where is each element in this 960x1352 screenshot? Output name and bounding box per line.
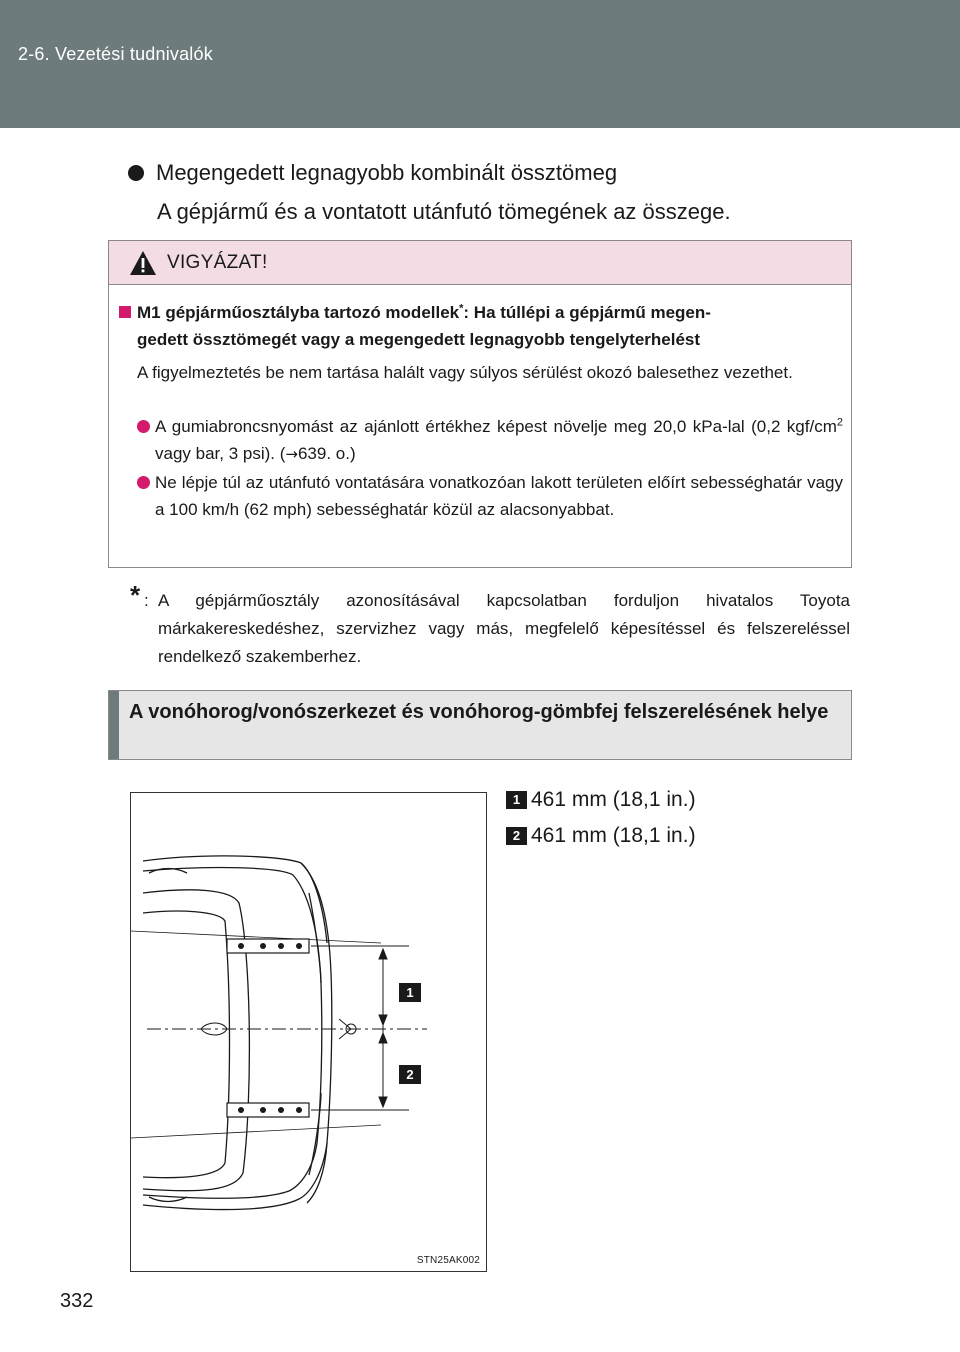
- footnote-colon: :: [144, 591, 149, 610]
- warning-heading-part2: : Ha túllépi a gépjármű megen-: [463, 303, 711, 322]
- measurement-text-2: 461 mm (18,1 in.): [531, 824, 696, 847]
- warning-box: [108, 240, 852, 568]
- warning-label: VIGYÁZAT!: [167, 251, 268, 273]
- square-bullet-icon: [119, 306, 131, 318]
- section-header-title: 2-6. Vezetési tudnivalók: [18, 44, 213, 64]
- figure-frame: [130, 792, 487, 1272]
- bullet2-text: Ne lépje túl az utánfutó vontatására vonatkozóan lakott területen előírt sebességhatár vagy a 100 km/h (62 mph) sebességhatár közül az alacsonyabbat.: [155, 473, 843, 519]
- header-band: [0, 0, 960, 128]
- bullet-item: [128, 160, 617, 186]
- bullet1-page-reference: 639. o.): [297, 444, 356, 463]
- page-reference-arrow-icon: →: [285, 445, 298, 463]
- warning-heading-part1: M1 gépjárműosztályba tartozó modellek: [137, 303, 460, 322]
- footnote: [130, 580, 850, 671]
- bullet-dot-icon: [128, 165, 144, 181]
- section-heading-box: [108, 690, 852, 760]
- figure-badge-1: 1: [399, 983, 421, 1002]
- figure-badge-2: 2: [399, 1065, 421, 1084]
- section-title: A vonóhorog/vonószerkezet és vonóhorog-gömbfej felszerelésének helye: [129, 701, 829, 723]
- bullet1-text-part1: A gumiabroncsnyomást az ajánlott értékhez képest növelje meg 20,0 kPa-lal (0,2 kgf/cm: [155, 417, 837, 436]
- warning-paragraph: A figyelmeztetés be nem tartása halált vagy súlyos sérülést okozó balesethez vezethet.: [137, 363, 793, 382]
- measurement-item-1: [506, 788, 696, 812]
- bullet-dot-icon: [137, 420, 150, 433]
- bullet-dot-icon: [137, 476, 150, 489]
- figure-code: STN25AK002: [416, 1255, 480, 1266]
- measurement-item-2: [506, 824, 696, 848]
- superscript-two: 2: [836, 416, 843, 429]
- bullet-description: A gépjármű és a vontatott utánfutó tömegének az összege.: [157, 199, 731, 224]
- warning-heading-line2: gedett össztömegét vagy a megengedett legnagyobb tengelyterhelést: [137, 330, 701, 349]
- footnote-text: A gépjárműosztály azonosításával kapcsolatban forduljon hivatalos Toyota márkakereskedéshez, szervizhez vagy más, megfelelő képesítéssel és felszereléssel rendelkező szakemberhez.: [158, 591, 850, 666]
- bullet-title: Megengedett legnagyobb kombinált össztömeg: [156, 160, 618, 185]
- bullet1-text-part2: vagy bar, 3 psi). (: [155, 444, 286, 463]
- warning-bullet-1: [137, 413, 843, 468]
- warning-bullet-2: [137, 469, 843, 523]
- measurement-badge-1: 1: [506, 791, 527, 809]
- measurement-badge-2: 2: [506, 827, 527, 845]
- footnote-marker: *: [459, 302, 464, 315]
- page-number: 332: [60, 1290, 94, 1312]
- measurement-text-1: 461 mm (18,1 in.): [531, 788, 696, 811]
- warning-header: [109, 241, 851, 285]
- warning-triangle-icon: [129, 250, 157, 276]
- warning-heading: [119, 299, 841, 353]
- section-accent-bar: [109, 691, 119, 759]
- footnote-star: *: [130, 580, 141, 610]
- car-rear-towing-diagram: [131, 793, 486, 1271]
